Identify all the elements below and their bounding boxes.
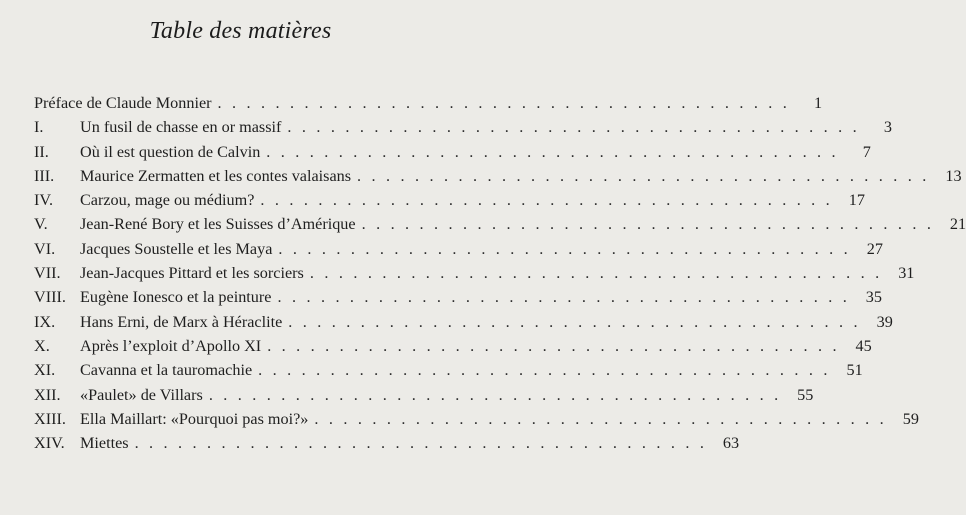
- toc-entry-page: 55: [797, 385, 814, 404]
- toc-entry-page: 7: [862, 142, 871, 161]
- dot-leader: . . . . . . . . . . . . . . . . . . . . . . . . . . . . . . . . . . . . . . . .: [287, 118, 860, 137]
- toc-entry-title: Un fusil de chasse en or massif: [80, 118, 282, 137]
- toc-entry: [34, 94, 823, 118]
- table-of-contents: [34, 94, 966, 458]
- toc-entry: [34, 215, 966, 239]
- toc-entry-title: Eugène Ionesco et la peinture: [80, 288, 272, 307]
- toc-entry-title: Ella Maillart: «Pourquoi pas moi?»: [80, 409, 309, 428]
- dot-leader: . . . . . . . . . . . . . . . . . . . . . . . . . . . . . . . . . . . . . . . .: [277, 288, 850, 307]
- chapter-number: VII.: [34, 264, 61, 283]
- chapter-number: XIII.: [34, 409, 66, 428]
- chapter-number: V.: [34, 215, 48, 234]
- toc-entry-page: 3: [883, 118, 892, 137]
- dot-leader: . . . . . . . . . . . . . . . . . . . . . . . . . . . . . . . . . . . . . . . .: [208, 385, 782, 404]
- toc-entry-title: Où il est question de Calvin: [80, 142, 261, 161]
- dot-leader: . . . . . . . . . . . . . . . . . . . . . . . . . . . . . . . . . . . . . . . .: [267, 336, 840, 355]
- toc-entry: [34, 142, 871, 167]
- toc-entry-page: 45: [855, 336, 872, 355]
- toc-entry-page: 63: [722, 434, 740, 453]
- toc-entry-title: Préface de Claude Monnier: [34, 94, 212, 112]
- dot-leader: . . . . . . . . . . . . . . . . . . . . . . . . . . . . . . . . . . . . . . . .: [288, 312, 861, 331]
- toc-entry-title: Jean-Jacques Pittard et les sorciers: [80, 264, 304, 283]
- dot-leader: . . . . . . . . . . . . . . . . . . . . . . . . . . . . . . . . . . . . . . . .: [258, 361, 831, 380]
- toc-entry: [34, 312, 893, 337]
- page-title: Table des matières: [149, 18, 332, 44]
- toc-entry: [34, 336, 872, 361]
- chapter-number: XII.: [34, 385, 61, 404]
- toc-entry-title: «Paulet» de Villars: [80, 385, 203, 404]
- toc-entry-title: Miettes: [80, 434, 129, 453]
- toc-entry-title: Carzou, mage ou médium?: [80, 191, 255, 210]
- chapter-number: I.: [34, 118, 44, 137]
- toc-entry-page: 39: [876, 312, 893, 331]
- toc-entry: [34, 434, 740, 458]
- chapter-number: IX.: [34, 312, 56, 331]
- toc-entry: [34, 385, 814, 410]
- dot-leader: . . . . . . . . . . . . . . . . . . . . . . . . . . . . . . . . . . . . . . . .: [134, 434, 708, 453]
- toc-entry-title: Maurice Zermatten et les contes valaisans: [80, 166, 352, 185]
- chapter-number: III.: [34, 166, 55, 185]
- toc-entry-page: 17: [848, 191, 865, 210]
- chapter-number: IV.: [34, 191, 54, 210]
- toc-entry: [34, 409, 919, 434]
- toc-entry: [34, 166, 962, 191]
- dot-leader: . . . . . . . . . . . . . . . . . . . . . . . . . . . . . . . . . . . . . . . .: [278, 239, 851, 258]
- dot-leader: . . . . . . . . . . . . . . . . . . . . . . . . . . . . . . . . . . . . . . . .: [266, 142, 839, 161]
- toc-entry-title: Jean-René Bory et les Suisses d’Amérique: [80, 215, 356, 234]
- dot-leader: . . . . . . . . . . . . . . . . . . . . . . . . . . . . . . . . . . . . . . . .: [260, 191, 833, 210]
- chapter-number: VI.: [34, 239, 56, 258]
- dot-leader: . . . . . . . . . . . . . . . . . . . . . . . . . . . . . . . . . . . . . . . .: [217, 94, 791, 112]
- toc-entry-page: 13: [945, 166, 962, 185]
- chapter-number: II.: [34, 142, 49, 161]
- toc-entry: [34, 191, 865, 215]
- toc-entry-title: Jacques Soustelle et les Maya: [80, 239, 273, 258]
- dot-leader: . . . . . . . . . . . . . . . . . . . . . . . . . . . . . . . . . . . . . . . .: [361, 215, 935, 234]
- chapter-number: VIII.: [34, 288, 66, 307]
- dot-leader: . . . . . . . . . . . . . . . . . . . . . . . . . . . . . . . . . . . . . . . .: [357, 166, 930, 185]
- toc-entry-page: 51: [846, 361, 863, 380]
- toc-entry: [34, 361, 863, 385]
- toc-entry-title: Cavanna et la tauromachie: [80, 361, 253, 380]
- dot-leader: . . . . . . . . . . . . . . . . . . . . . . . . . . . . . . . . . . . . . . . .: [314, 409, 887, 428]
- chapter-number: XIV.: [34, 434, 65, 453]
- toc-entry: [34, 288, 882, 312]
- toc-entry-title: Hans Erni, de Marx à Héraclite: [80, 312, 283, 331]
- toc-entry-page: 21: [949, 215, 966, 234]
- toc-entry-page: 1: [813, 94, 823, 112]
- toc-entry: [34, 239, 883, 264]
- toc-entry-title: Après l’exploit d’Apollo XI: [80, 336, 262, 355]
- toc-entry-page: 35: [865, 288, 882, 307]
- toc-entry: [34, 118, 892, 142]
- toc-entry: [34, 264, 915, 288]
- toc-entry-page: 31: [898, 264, 915, 283]
- dot-leader: . . . . . . . . . . . . . . . . . . . . . . . . . . . . . . . . . . . . . . . .: [309, 264, 883, 283]
- chapter-number: XI.: [34, 361, 56, 380]
- toc-entry-page: 59: [902, 409, 919, 428]
- toc-entry-page: 27: [866, 239, 883, 258]
- chapter-number: X.: [34, 336, 50, 355]
